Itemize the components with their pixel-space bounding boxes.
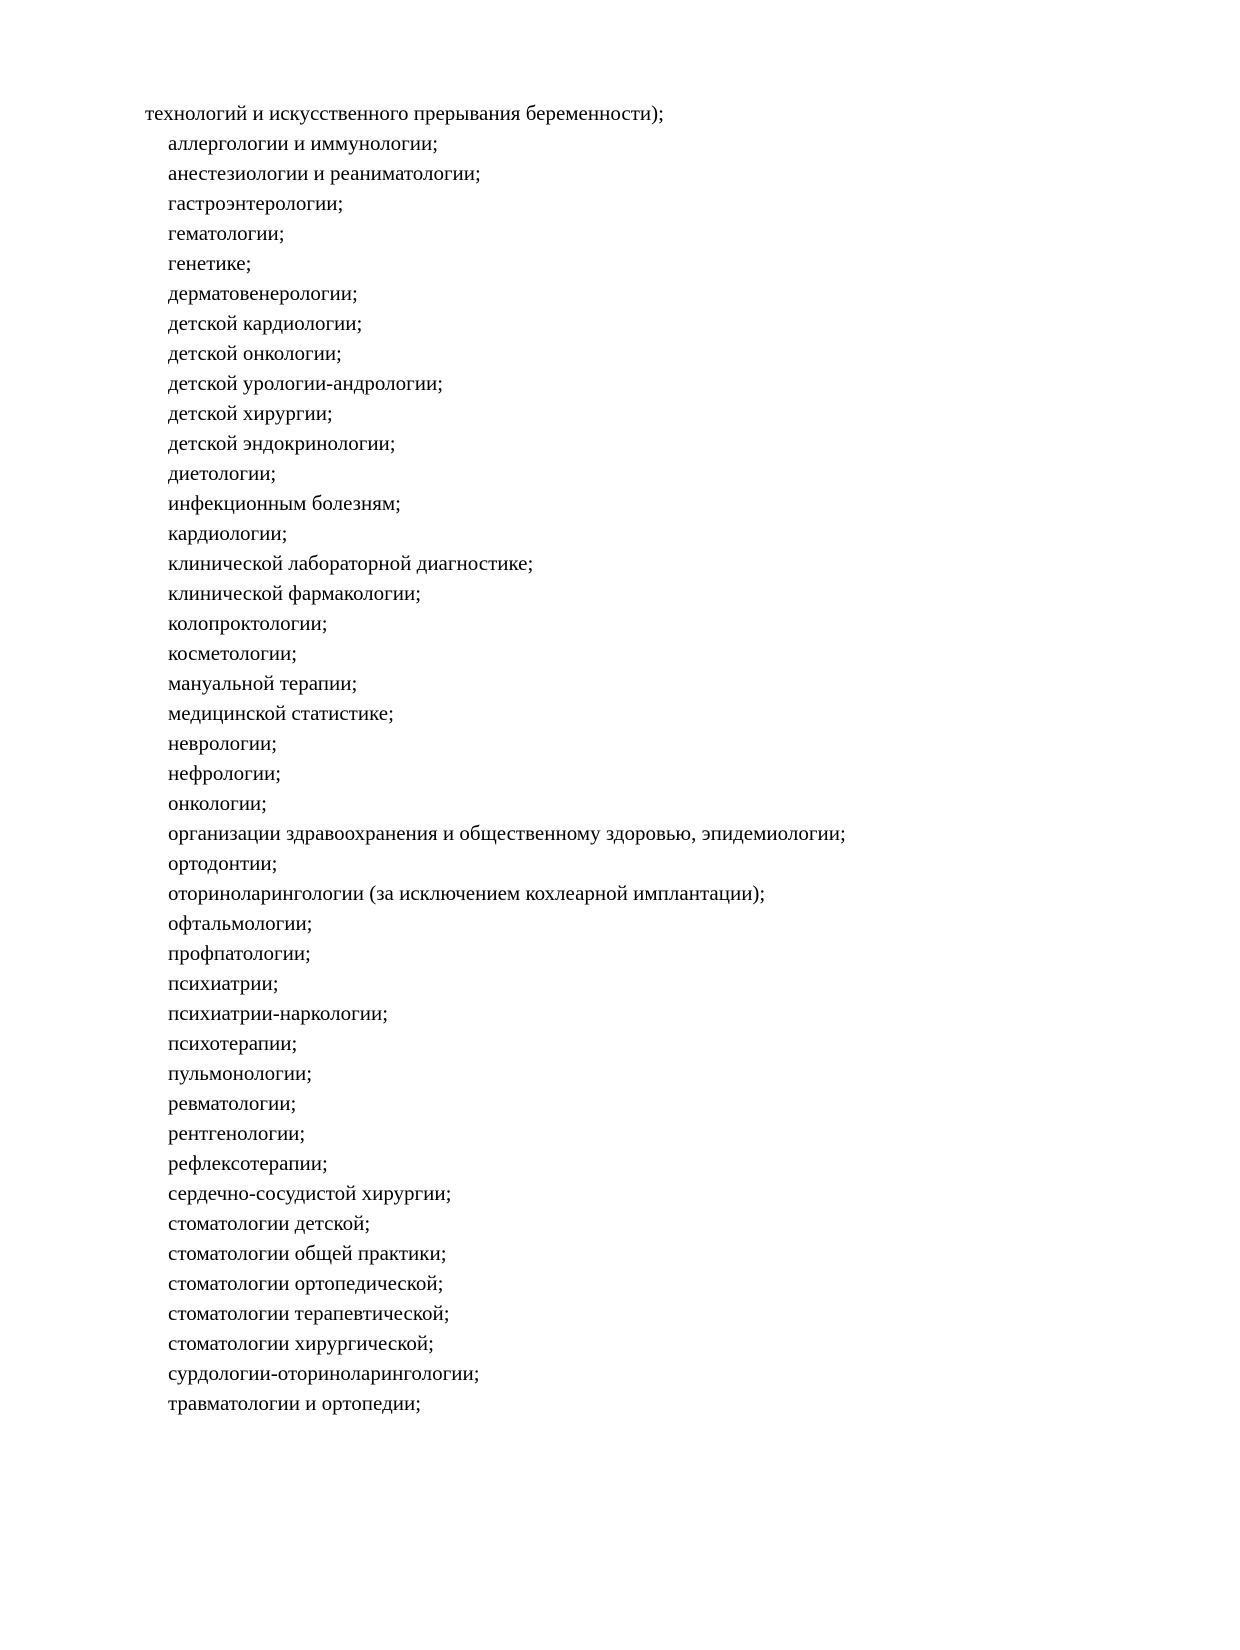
list-item: травматологии и ортопедии; bbox=[168, 1391, 422, 1415]
list-item: психиатрии; bbox=[168, 971, 279, 995]
list-item: детской онкологии; bbox=[168, 341, 342, 365]
specialty-list bbox=[145, 128, 1160, 1418]
list-item: косметологии; bbox=[168, 641, 298, 665]
list-item: стоматологии ортопедической; bbox=[168, 1271, 444, 1295]
list-item: нефрологии; bbox=[168, 761, 282, 785]
list-item: детской хирургии; bbox=[168, 401, 333, 425]
list-item: гастроэнтерологии; bbox=[168, 191, 344, 215]
list-item: дерматовенерологии; bbox=[168, 281, 358, 305]
list-item: кардиологии; bbox=[168, 521, 288, 545]
list-item: детской кардиологии; bbox=[168, 311, 363, 335]
list-item: стоматологии общей практики; bbox=[168, 1241, 447, 1265]
list-item: организации здравоохранения и общественному здоровью, эпидемиологии; bbox=[168, 821, 846, 845]
list-item: пульмонологии; bbox=[168, 1061, 313, 1085]
list-item: мануальной терапии; bbox=[168, 671, 358, 695]
list-item: стоматологии терапевтической; bbox=[168, 1301, 450, 1325]
list-item: психотерапии; bbox=[168, 1031, 298, 1055]
list-item: ревматологии; bbox=[168, 1091, 297, 1115]
list-item: психиатрии-наркологии; bbox=[168, 1001, 389, 1025]
list-item: оториноларингологии (за исключением кохлеарной имплантации); bbox=[168, 881, 766, 905]
list-item: профпатологии; bbox=[168, 941, 311, 965]
list-item: неврологии; bbox=[168, 731, 278, 755]
list-item: генетике; bbox=[168, 251, 252, 275]
list-item: инфекционным болезням; bbox=[168, 491, 401, 515]
list-item: сердечно-сосудистой хирургии; bbox=[168, 1181, 452, 1205]
list-item: ортодонтии; bbox=[168, 851, 278, 875]
list-item: офтальмологии; bbox=[168, 911, 313, 935]
list-item: рентгенологии; bbox=[168, 1121, 306, 1145]
list-item: колопроктологии; bbox=[168, 611, 328, 635]
list-item: диетологии; bbox=[168, 461, 277, 485]
list-item: сурдологии-оториноларингологии; bbox=[168, 1361, 480, 1385]
document-text-block bbox=[145, 98, 1160, 1418]
paragraph-continuation-line: технологий и искусственного прерывания беременности); bbox=[145, 101, 664, 125]
list-item: гематологии; bbox=[168, 221, 285, 245]
list-item: детской эндокринологии; bbox=[168, 431, 396, 455]
list-item: медицинской статистике; bbox=[168, 701, 394, 725]
list-item: стоматологии хирургической; bbox=[168, 1331, 434, 1355]
list-item: анестезиологии и реаниматологии; bbox=[168, 161, 481, 185]
list-item: клинической фармакологии; bbox=[168, 581, 422, 605]
list-item: онкологии; bbox=[168, 791, 268, 815]
list-item: рефлексотерапии; bbox=[168, 1151, 328, 1175]
list-item: стоматологии детской; bbox=[168, 1211, 371, 1235]
list-item: клинической лабораторной диагностике; bbox=[168, 551, 534, 575]
list-item: детской урологии-андрологии; bbox=[168, 371, 444, 395]
list-item: аллергологии и иммунологии; bbox=[168, 131, 439, 155]
